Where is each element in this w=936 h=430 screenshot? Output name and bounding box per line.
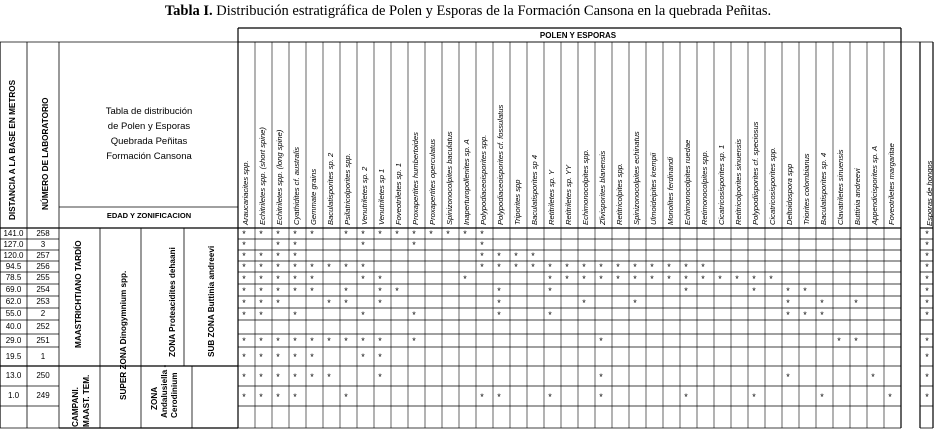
presence-mark: * <box>259 229 263 239</box>
presence-mark: * <box>497 297 501 308</box>
taxon-header: Ulmoideipites krempii <box>649 152 658 225</box>
taxon-header: Baculatisporites sp. 2 <box>326 152 335 225</box>
presence-mark: * <box>599 273 603 284</box>
presence-mark: * <box>242 262 246 272</box>
lab-number-cell: 249 <box>36 391 50 400</box>
distance-cell: 55.0 <box>5 309 22 318</box>
presence-mark: * <box>854 297 858 308</box>
presence-mark: * <box>548 309 552 320</box>
distance-cell: 29.0 <box>5 335 22 345</box>
presence-mark: * <box>480 229 484 239</box>
title-line: Quebrada Peñitas <box>110 136 188 147</box>
presence-mark: * <box>582 273 586 284</box>
zone-andalusiella-line1: ZONA <box>150 386 159 410</box>
presence-mark: * <box>327 262 331 272</box>
presence-mark: * <box>786 285 790 296</box>
distance-cell: 69.0 <box>5 285 22 294</box>
zonation-header: EDAD Y ZONIFICACION <box>106 211 192 220</box>
presence-mark: * <box>259 285 263 296</box>
presence-mark: * <box>276 391 280 402</box>
presence-mark: * <box>361 229 365 239</box>
presence-mark-fungal: * <box>925 297 929 308</box>
presence-mark: * <box>293 240 297 250</box>
presence-mark: * <box>378 285 382 296</box>
lab-number-cell: 252 <box>36 322 50 331</box>
presence-mark: * <box>361 262 365 272</box>
presence-mark: * <box>752 285 756 296</box>
presence-mark: * <box>888 391 892 402</box>
presence-mark: * <box>599 336 603 346</box>
presence-mark: * <box>293 371 297 382</box>
presence-mark: * <box>803 285 807 296</box>
taxon-header: Baculatisporites sp 4 <box>530 154 539 225</box>
presence-mark: * <box>497 309 501 320</box>
presence-mark: * <box>242 229 246 239</box>
presence-mark: * <box>548 262 552 272</box>
presence-mark: * <box>293 309 297 320</box>
distance-cell: 120.0 <box>3 250 24 260</box>
taxon-header: Retimonocolpites spp. <box>700 150 709 225</box>
title-line: Formación Cansona <box>106 151 192 162</box>
presence-mark-fungal: * <box>925 309 929 320</box>
presence-mark: * <box>633 262 637 272</box>
lab-number-cell: 253 <box>36 297 50 306</box>
presence-mark: * <box>242 391 246 402</box>
presence-mark: * <box>378 352 382 362</box>
presence-mark: * <box>361 336 365 346</box>
lab-number-cell: 3 <box>40 239 46 249</box>
taxon-header: Cicatricosisporites sp. 1 <box>717 144 726 225</box>
table-title <box>60 104 238 164</box>
lab-number-cell: 258 <box>36 228 50 238</box>
taxon-header: Spinizonocolpites echinatus <box>632 131 641 225</box>
presence-mark: * <box>854 336 858 346</box>
distance-cell: 141.0 <box>3 228 24 238</box>
presence-mark: * <box>616 262 620 272</box>
presence-mark: * <box>582 297 586 308</box>
taxon-header: Buttinia andreevi <box>853 168 862 225</box>
presence-mark: * <box>310 371 314 382</box>
presence-mark: * <box>548 391 552 402</box>
presence-mark: * <box>344 297 348 308</box>
presence-mark: * <box>650 262 654 272</box>
presence-mark: * <box>565 262 569 272</box>
presence-mark: * <box>786 309 790 320</box>
presence-mark: * <box>684 285 688 296</box>
taxon-header: Cyathidites cf. australis <box>292 146 301 225</box>
presence-mark: * <box>531 262 535 272</box>
taxon-header: Polypodiaceoisporites spp. <box>479 134 488 225</box>
presence-mark: * <box>293 273 297 284</box>
presence-mark: * <box>361 273 365 284</box>
presence-mark: * <box>242 336 246 346</box>
presence-mark: * <box>276 262 280 272</box>
presence-mark: * <box>378 229 382 239</box>
taxon-header: Gemmate grains <box>309 168 318 225</box>
presence-mark: * <box>701 273 705 284</box>
super-zone-label: SUPER ZONA Dinogymnium spp. <box>119 270 128 400</box>
presence-mark: * <box>242 240 246 250</box>
presence-mark: * <box>633 273 637 284</box>
presence-mark: * <box>310 352 314 362</box>
presence-mark: * <box>633 297 637 308</box>
taxon-header: Zlivisporites blanensis <box>598 150 607 225</box>
caption-bold: Tabla I. <box>164 3 213 19</box>
lab-number-cell: 250 <box>36 371 50 380</box>
presence-mark: * <box>259 297 263 308</box>
distance-cell: 94.5 <box>5 261 22 271</box>
presence-mark: * <box>514 251 518 261</box>
presence-mark: * <box>820 309 824 320</box>
presence-mark: * <box>259 273 263 284</box>
distance-cell: 127.0 <box>3 239 24 249</box>
presence-mark: * <box>293 352 297 362</box>
lab-number-cell: 254 <box>36 285 50 294</box>
presence-mark: * <box>480 251 484 261</box>
presence-mark: * <box>310 229 314 239</box>
taxon-header: Proxapertites humbertoides <box>411 132 420 225</box>
presence-mark-fungal: * <box>925 262 929 272</box>
taxon-header: Polypodiisporites cf. speciosus <box>751 121 760 225</box>
lab-number-cell: 255 <box>36 273 50 282</box>
lab-number-cell: 2 <box>40 309 46 318</box>
presence-mark: * <box>242 352 246 362</box>
taxon-header: Triorites colombianus <box>802 153 811 225</box>
presence-mark-fungal: * <box>925 229 929 239</box>
presence-mark: * <box>276 240 280 250</box>
zone-proteacidites-label: ZONA Proteacidites dehaani <box>168 247 177 357</box>
presence-mark: * <box>378 273 382 284</box>
presence-mark-fungal: * <box>925 251 929 261</box>
presence-mark: * <box>735 273 739 284</box>
title-line: de Polen y Esporas <box>107 121 191 132</box>
lab-number-cell: 256 <box>36 261 50 271</box>
presence-mark: * <box>327 297 331 308</box>
age-campanian-line1: CAMPANI. <box>71 387 80 427</box>
taxon-header: Polypodiaceoisporites cf. fossulatus <box>496 104 505 225</box>
taxon-header: Triporites spp <box>513 179 522 225</box>
presence-mark: * <box>548 285 552 296</box>
presence-mark: * <box>548 273 552 284</box>
presence-mark: * <box>242 371 246 382</box>
presence-mark: * <box>684 262 688 272</box>
presence-mark: * <box>259 251 263 261</box>
lab-number-cell: 251 <box>36 335 50 345</box>
presence-mark: * <box>565 273 569 284</box>
presence-mark: * <box>701 262 705 272</box>
taxon-header: Spinizonocolpites baculatus <box>445 131 454 225</box>
presence-mark: * <box>480 240 484 250</box>
presence-mark: * <box>276 352 280 362</box>
taxon-header: Proxapertites operculatus <box>428 138 437 225</box>
presence-mark: * <box>599 391 603 402</box>
distance-cell: 13.0 <box>5 371 22 380</box>
presence-mark: * <box>293 262 297 272</box>
presence-mark: * <box>259 352 263 362</box>
presence-mark: * <box>276 273 280 284</box>
presence-mark: * <box>293 229 297 239</box>
presence-mark-fungal: * <box>925 371 929 382</box>
presence-mark-fungal: * <box>925 391 929 402</box>
presence-mark: * <box>446 229 450 239</box>
presence-mark: * <box>310 262 314 272</box>
distance-cell: 40.0 <box>5 322 22 331</box>
presence-mark: * <box>412 229 416 239</box>
taxon-header: Appendicisporites sp. A <box>870 145 879 225</box>
taxon-header: Clavatriletes sinuensis <box>836 149 845 225</box>
presence-mark: * <box>327 371 331 382</box>
presence-mark: * <box>786 371 790 382</box>
extra-taxon-header: Esporas de hongos <box>925 160 934 226</box>
presence-mark: * <box>242 273 246 284</box>
taxon-header: Foveotriletes margaritae <box>887 143 896 225</box>
presence-mark-fungal: * <box>925 273 929 284</box>
presence-mark: * <box>293 391 297 402</box>
zone-andalusiella-line3: Cerodinium <box>170 372 179 418</box>
presence-mark: * <box>361 352 365 362</box>
presence-mark: * <box>276 336 280 346</box>
taxon-header: Retitriletes sp. Y <box>547 169 556 225</box>
group-header: POLEN Y ESPORAS <box>539 31 617 40</box>
presence-mark: * <box>344 285 348 296</box>
presence-mark: * <box>837 336 841 346</box>
presence-mark: * <box>276 285 280 296</box>
taxon-header: Echimonocolpites spp. <box>581 149 590 225</box>
presence-mark: * <box>412 309 416 320</box>
presence-mark: * <box>293 336 297 346</box>
presence-mark: * <box>276 251 280 261</box>
presence-mark: * <box>497 251 501 261</box>
presence-mark: * <box>259 391 263 402</box>
presence-mark: * <box>242 309 246 320</box>
subzone-buttinia-label: SUB ZONA Buttinia andreevi <box>207 245 216 357</box>
taxon-header: Inaperturopollenites sp. A <box>462 139 471 225</box>
distance-cell: 1.0 <box>7 391 20 400</box>
presence-mark: * <box>259 309 263 320</box>
presence-mark: * <box>412 336 416 346</box>
presence-mark: * <box>667 273 671 284</box>
presence-mark: * <box>310 273 314 284</box>
presence-mark: * <box>497 262 501 272</box>
taxon-header: Echitriletes spp. (long spine) <box>275 129 284 225</box>
presence-mark: * <box>803 309 807 320</box>
presence-mark-fungal: * <box>925 336 929 346</box>
taxon-header: Araucariacites spp. <box>241 160 250 225</box>
lab-number-header: NÚMERO DE LABORATORIO <box>41 97 50 210</box>
presence-mark: * <box>769 273 773 284</box>
presence-mark: * <box>361 240 365 250</box>
presence-mark: * <box>344 391 348 402</box>
presence-mark: * <box>259 262 263 272</box>
taxon-header: Venutriletes sp 1 <box>377 168 386 225</box>
presence-mark: * <box>310 285 314 296</box>
presence-mark: * <box>480 262 484 272</box>
presence-mark: * <box>684 391 688 402</box>
presence-mark: * <box>361 309 365 320</box>
presence-mark: * <box>582 262 586 272</box>
age-campanian-line2: MAAST. TEM. <box>82 374 91 427</box>
presence-mark: * <box>242 297 246 308</box>
presence-mark: * <box>242 285 246 296</box>
presence-mark: * <box>276 371 280 382</box>
lab-number-cell: 257 <box>36 250 50 260</box>
taxon-header: Retitricolporites sinuensis <box>734 138 743 225</box>
taxon-header: Echitriletes spp. (short spine) <box>258 127 267 225</box>
presence-mark: * <box>871 371 875 382</box>
taxon-header: Retitricolpites spp. <box>615 162 624 225</box>
taxon-header: Venutriletes sp. 2 <box>360 166 369 225</box>
presence-mark: * <box>429 229 433 239</box>
presence-mark: * <box>378 297 382 308</box>
presence-mark: * <box>276 229 280 239</box>
presence-mark: * <box>344 336 348 346</box>
presence-mark: * <box>752 391 756 402</box>
presence-mark: * <box>344 262 348 272</box>
presence-mark: * <box>293 251 297 261</box>
taxon-header: Deltoidospora spp <box>785 163 794 225</box>
taxon-header: Baculatisporites sp. 4 <box>819 152 828 225</box>
presence-mark: * <box>463 229 467 239</box>
presence-mark: * <box>412 240 416 250</box>
presence-mark: * <box>718 273 722 284</box>
presence-mark: * <box>480 391 484 402</box>
presence-mark: * <box>344 229 348 239</box>
presence-mark: * <box>752 273 756 284</box>
age-maastrichtian: MAASTRICHTIANO TARDÍO <box>74 240 83 348</box>
presence-mark: * <box>497 391 501 402</box>
presence-mark-fungal: * <box>925 240 929 250</box>
taxon-header: Echimonocolpites ruedae <box>683 139 692 225</box>
presence-mark: * <box>684 273 688 284</box>
presence-mark: * <box>259 371 263 382</box>
distance-header: DISTANCIA A LA BASE EN METROS <box>8 79 17 220</box>
presence-mark: * <box>599 262 603 272</box>
presence-mark: * <box>820 391 824 402</box>
presence-mark-fungal: * <box>925 285 929 296</box>
presence-mark: * <box>599 371 603 382</box>
presence-mark: * <box>276 297 280 308</box>
taxon-header: Cicatricosisporites spp. <box>768 146 777 225</box>
presence-mark: * <box>514 262 518 272</box>
caption-text: Distribución estratigráfica de Polen y Esporas de la Formación Cansona en la quebrada Peñitas. <box>212 3 772 19</box>
presence-mark: * <box>378 336 382 346</box>
presence-mark: * <box>616 273 620 284</box>
taxon-header: Monolites ferdinandi <box>666 157 675 225</box>
presence-mark: * <box>293 285 297 296</box>
presence-mark: * <box>327 336 331 346</box>
distance-cell: 78.5 <box>5 273 22 282</box>
presence-mark: * <box>650 273 654 284</box>
presence-mark-fungal: * <box>925 352 929 362</box>
distance-cell: 19.5 <box>5 351 22 361</box>
presence-mark: * <box>242 251 246 261</box>
presence-mark: * <box>497 285 501 296</box>
lab-number-cell: 1 <box>40 351 46 361</box>
presence-mark: * <box>820 297 824 308</box>
presence-mark: * <box>786 297 790 308</box>
taxon-header: Retitriletes sp. YY <box>564 164 573 225</box>
presence-mark: * <box>395 229 399 239</box>
taxon-header: Psilatricolporites spp. <box>343 153 352 225</box>
presence-mark: * <box>378 371 382 382</box>
presence-mark: * <box>531 251 535 261</box>
presence-mark: * <box>259 336 263 346</box>
presence-mark: * <box>463 273 467 284</box>
presence-mark: * <box>395 285 399 296</box>
presence-mark: * <box>667 262 671 272</box>
taxon-header: Foveotriletes sp. 1 <box>394 162 403 225</box>
zone-andalusiella-line2: Andalusiella - <box>160 364 169 418</box>
presence-mark: * <box>310 336 314 346</box>
distance-cell: 62.0 <box>5 297 22 306</box>
title-line: Tabla de distribución <box>105 106 193 117</box>
